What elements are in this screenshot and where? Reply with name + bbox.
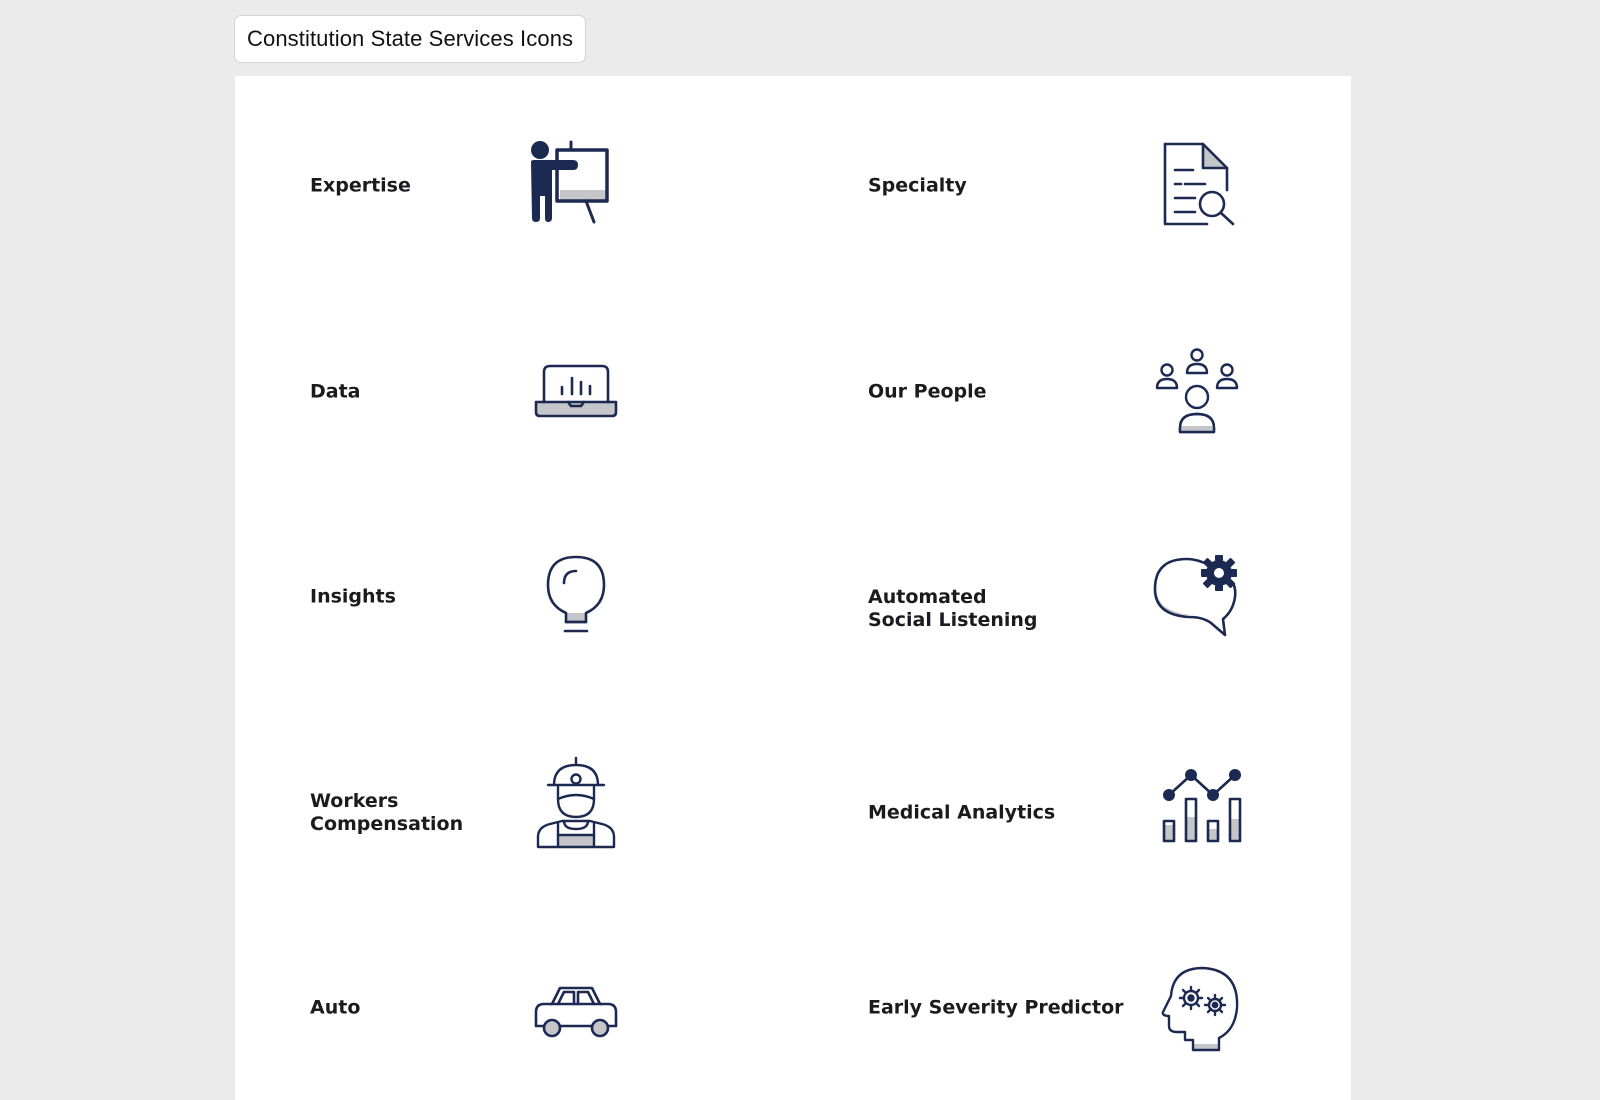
page-title-chip [234,15,586,63]
service-label-our-people: Our People [868,380,987,403]
document-search-icon [1149,138,1245,234]
bar-line-chart-icon [1149,755,1245,851]
page-title: Constitution State Services Icons [247,26,574,51]
lightbulb-icon [528,549,624,645]
presenter-board-icon [528,138,624,234]
icons-panel [235,76,1351,1100]
service-label-specialty: Specialty [868,174,967,197]
service-label-data: Data [310,380,361,403]
people-group-icon [1149,344,1245,440]
service-label-expertise: Expertise [310,174,411,197]
service-label-automated-social-listening: Automated Social Listening [868,586,1038,631]
speech-bubble-gear-icon [1149,549,1245,645]
service-label-early-severity-predictor: Early Severity Predictor [868,996,1124,1019]
head-gears-icon [1149,960,1245,1056]
worker-hardhat-icon [528,755,624,851]
service-label-medical-analytics: Medical Analytics [868,801,1056,824]
car-icon [528,960,624,1056]
service-label-insights: Insights [310,585,396,608]
service-label-auto: Auto [310,996,361,1019]
laptop-chart-icon [528,344,624,440]
service-label-workers-compensation: Workers Compensation [310,790,464,835]
